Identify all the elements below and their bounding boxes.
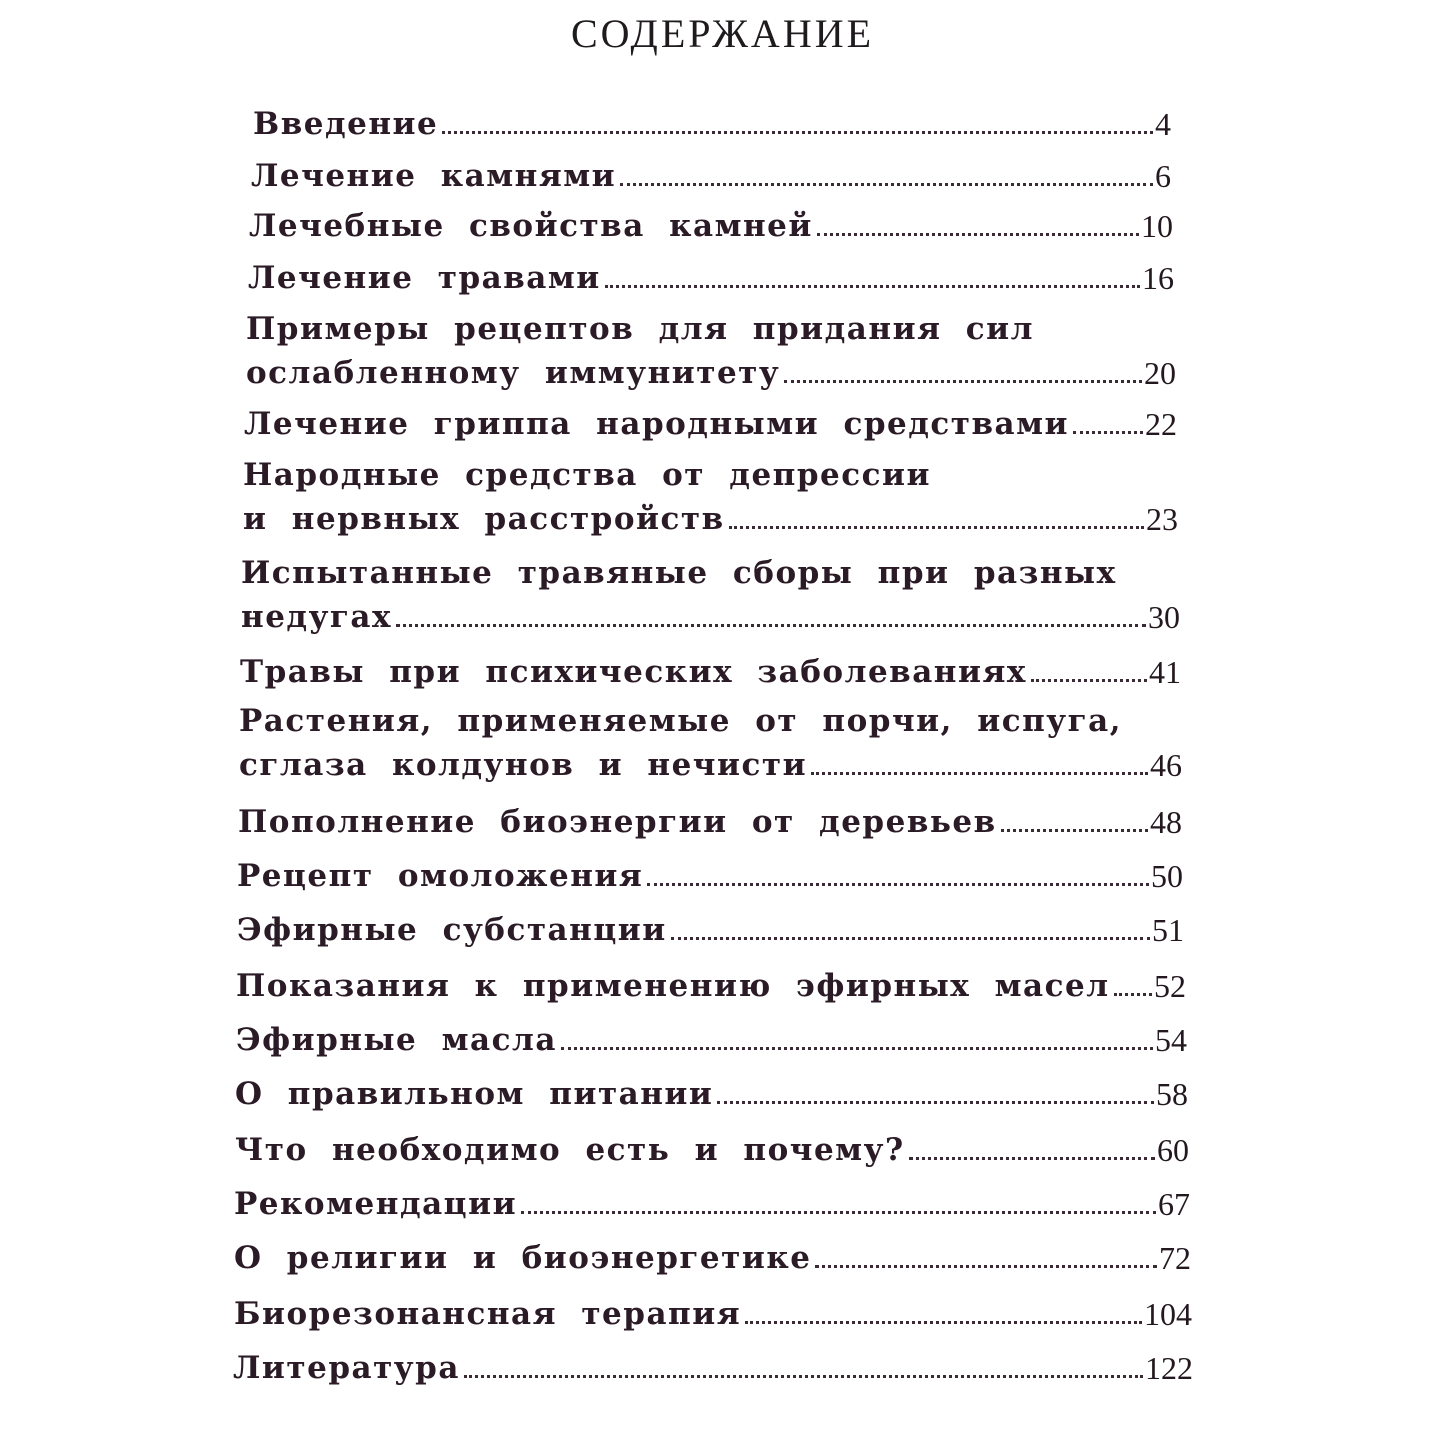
toc-entry <box>239 703 1182 783</box>
toc-entry <box>235 1078 1188 1110</box>
toc-entry-page: 122 <box>1145 1350 1193 1386</box>
toc-entry-title: Лечение камнями <box>251 158 617 194</box>
toc-entry <box>236 1024 1187 1056</box>
toc-entry <box>235 1134 1189 1166</box>
toc-entry-title: ослабленному иммунитету <box>246 355 781 391</box>
toc-entry <box>240 656 1181 688</box>
toc-entry-page: 16 <box>1142 260 1174 296</box>
toc-entry-title: Рекомендации <box>234 1186 518 1222</box>
dot-leader <box>620 183 1153 186</box>
dot-leader <box>784 380 1142 383</box>
toc-entry-page: 60 <box>1157 1132 1189 1168</box>
dot-leader <box>1073 431 1143 434</box>
toc-entry <box>251 160 1171 192</box>
toc-entry-title: Что необходимо есть и почему? <box>235 1132 905 1168</box>
toc-entry-page: 22 <box>1145 406 1177 442</box>
dot-leader <box>605 285 1140 288</box>
toc-entry-title: Травы при психических заболеваниях <box>240 654 1027 690</box>
toc-entry <box>246 311 1176 391</box>
dot-leader <box>1001 829 1148 832</box>
toc-entry <box>233 1352 1193 1384</box>
toc-entry-title: Лечебные свойства камней <box>249 208 813 244</box>
toc-entry-title-line1: Растения, применяемые от порчи, испуга, <box>239 703 1122 739</box>
toc-entry-title: Введение <box>253 106 439 142</box>
toc-entry-title: Эфирные масла <box>236 1022 557 1058</box>
toc-entry <box>249 210 1173 242</box>
toc-entry-title: сглаза колдунов и нечисти <box>239 747 808 783</box>
toc-entry <box>241 555 1180 635</box>
page-title: СОДЕРЖАНИЕ <box>570 11 875 56</box>
dot-leader <box>561 1047 1153 1050</box>
dot-leader <box>442 131 1153 134</box>
toc-entry-title: Показания к применению эфирных масел <box>236 968 1110 1004</box>
toc-entry-page: 30 <box>1148 599 1180 635</box>
dot-leader <box>647 883 1149 886</box>
toc-entry <box>234 1188 1190 1220</box>
toc-entry-title: Пополнение биоэнергии от деревьев <box>238 804 997 840</box>
toc-entry <box>243 457 1178 537</box>
toc-entry-page: 4 <box>1155 106 1171 142</box>
toc-entry-title: Лечение гриппа народными средствами <box>244 406 1070 442</box>
dot-leader <box>815 1265 1157 1268</box>
toc-entry <box>238 806 1182 838</box>
toc-entry-title: Литература <box>233 1350 460 1386</box>
toc-entry-page: 51 <box>1152 912 1184 948</box>
dot-leader <box>909 1157 1155 1160</box>
dot-leader <box>717 1101 1154 1104</box>
dot-leader <box>745 1321 1142 1324</box>
toc-entry <box>248 262 1174 294</box>
toc-entry-title: Рецепт омоложения <box>237 858 644 894</box>
toc-entry <box>253 108 1171 140</box>
toc-entry-title-line1: Испытанные травяные сборы при разных <box>241 555 1117 591</box>
toc-entry-page: 52 <box>1154 968 1186 1004</box>
dot-leader <box>464 1375 1143 1378</box>
toc-entry-page: 50 <box>1151 858 1183 894</box>
toc-entry <box>234 1298 1192 1330</box>
dot-leader <box>1114 993 1152 996</box>
toc-entry <box>244 408 1177 440</box>
toc-entry-title: и нервных расстройств <box>243 501 725 537</box>
toc-entry-page: 41 <box>1149 654 1181 690</box>
dot-leader <box>811 772 1148 775</box>
toc-entry <box>236 970 1186 1002</box>
toc-entry-title-line1: Примеры рецептов для придания сил <box>246 311 1034 347</box>
toc-entry-page: 104 <box>1144 1296 1192 1332</box>
dot-leader <box>521 1211 1156 1214</box>
toc-entry-title: О религии и биоэнергетике <box>234 1240 812 1276</box>
toc-entry-page: 58 <box>1156 1076 1188 1112</box>
toc-entry-page: 48 <box>1150 804 1182 840</box>
toc-entry-page: 54 <box>1155 1022 1187 1058</box>
toc-entry-title: недугах <box>241 599 392 635</box>
dot-leader <box>396 624 1146 627</box>
toc-entry-page: 20 <box>1144 355 1176 391</box>
toc-entry-title: Биорезонансная терапия <box>234 1296 742 1332</box>
toc-entry-title-line1: Народные средства от депрессии <box>243 457 931 493</box>
toc-entry-page: 72 <box>1159 1240 1191 1276</box>
toc-entry-title: Лечение травами <box>248 260 601 296</box>
dot-leader <box>1031 679 1147 682</box>
toc-entry-title: О правильном питании <box>235 1076 714 1112</box>
toc-entry <box>234 1242 1191 1274</box>
toc-entry-page: 67 <box>1158 1186 1190 1222</box>
dot-leader <box>817 233 1139 236</box>
toc-entry-page: 46 <box>1150 747 1182 783</box>
toc-entry <box>237 860 1183 892</box>
toc-entry <box>237 914 1184 946</box>
dot-leader <box>671 937 1150 940</box>
toc-entry-page: 10 <box>1141 208 1173 244</box>
toc-entry-page: 6 <box>1155 158 1171 194</box>
toc-entry-page: 23 <box>1146 501 1178 537</box>
dot-leader <box>729 526 1144 529</box>
toc-entry-title: Эфирные субстанции <box>237 912 667 948</box>
